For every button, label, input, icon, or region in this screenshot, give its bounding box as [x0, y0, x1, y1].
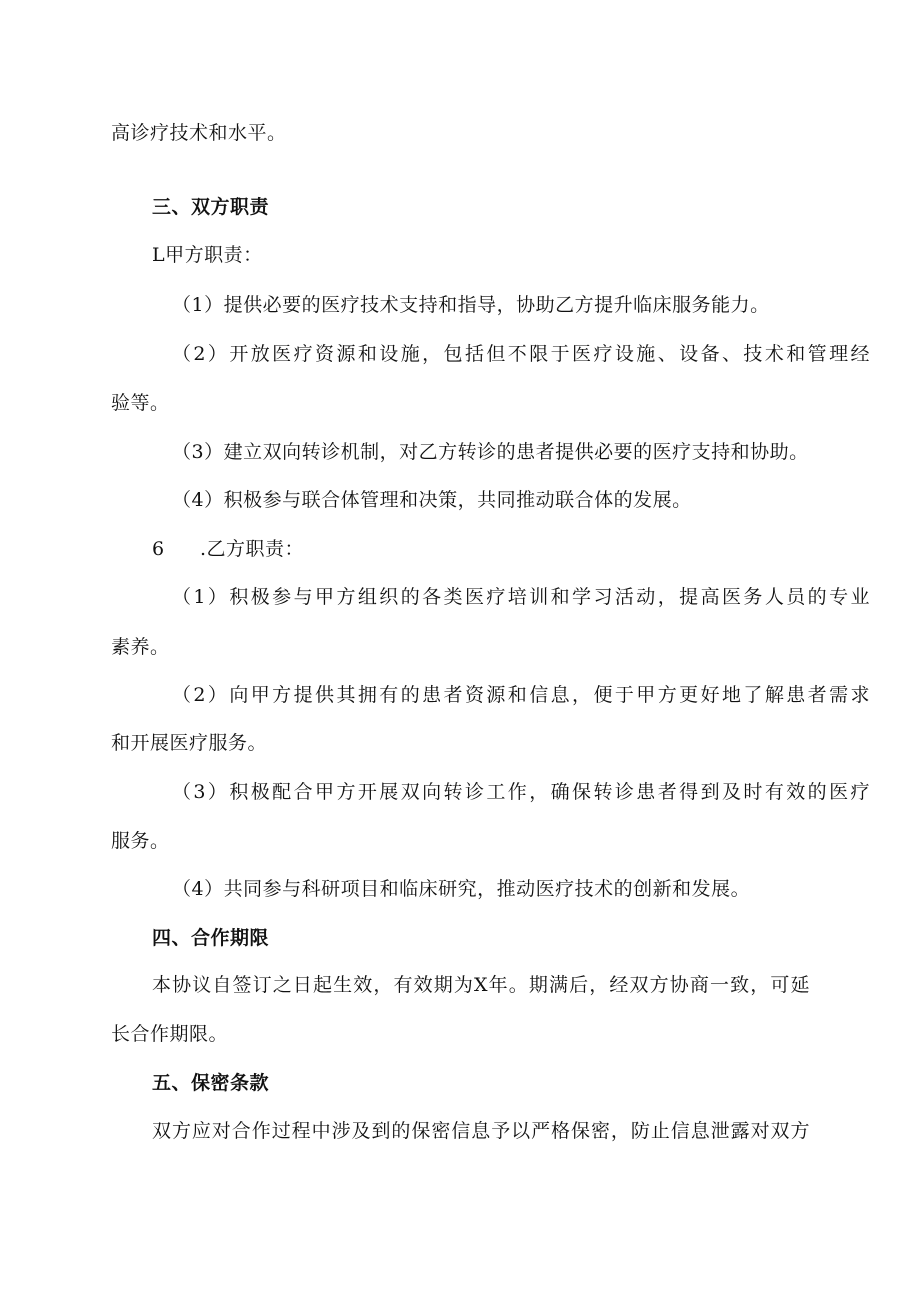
paragraph-continuation: 高诊疗技术和水平。: [111, 122, 287, 144]
party-b-item-3: （3）积极配合甲方开展双向转诊工作，确保转诊患者得到及时有效的医疗: [172, 781, 870, 803]
party-b-number: 6: [152, 538, 165, 560]
party-a-item-2-cont: 验等。: [111, 392, 170, 414]
section-heading-term: 四、合作期限: [152, 927, 270, 949]
term-paragraph-cont: 长合作期限。: [111, 1023, 229, 1045]
party-a-duties-label: L甲方职责：: [152, 244, 263, 266]
party-a-item-2: （2）开放医疗资源和设施，包括但不限于医疗设施、设备、技术和管理经: [172, 343, 870, 365]
party-a-item-4: （4）积极参与联合体管理和决策，共同推动联合体的发展。: [172, 489, 692, 511]
party-b-item-2: （2）向甲方提供其拥有的患者资源和信息，便于甲方更好地了解患者需求: [172, 684, 870, 706]
party-b-item-1: （1）积极参与甲方组织的各类医疗培训和学习活动，提高医务人员的专业: [172, 586, 870, 608]
party-a-item-1: （1）提供必要的医疗技术支持和指导，协助乙方提升临床服务能力。: [172, 294, 770, 316]
section-heading-confidentiality: 五、保密条款: [152, 1072, 270, 1094]
party-b-label-text: .乙方职责：: [200, 538, 305, 560]
term-paragraph: 本协议自签订之日起生效，有效期为X年。期满后，经双方协商一致，可延: [152, 974, 810, 996]
party-a-item-3: （3）建立双向转诊机制，对乙方转诊的患者提供必要的医疗支持和协助。: [172, 441, 809, 463]
section-heading-duties: 三、双方职责: [152, 196, 270, 218]
party-b-item-4: （4）共同参与科研项目和临床研究，推动医疗技术的创新和发展。: [172, 878, 751, 900]
party-b-duties-label: [152, 537, 304, 561]
confidentiality-paragraph: 双方应对合作过程中涉及到的保密信息予以严格保密，防止信息泄露对双方: [152, 1120, 810, 1142]
party-b-item-1-cont: 素养。: [111, 636, 170, 658]
party-b-item-2-cont: 和开展医疗服务。: [111, 732, 268, 754]
party-b-item-3-cont: 服务。: [111, 830, 170, 852]
